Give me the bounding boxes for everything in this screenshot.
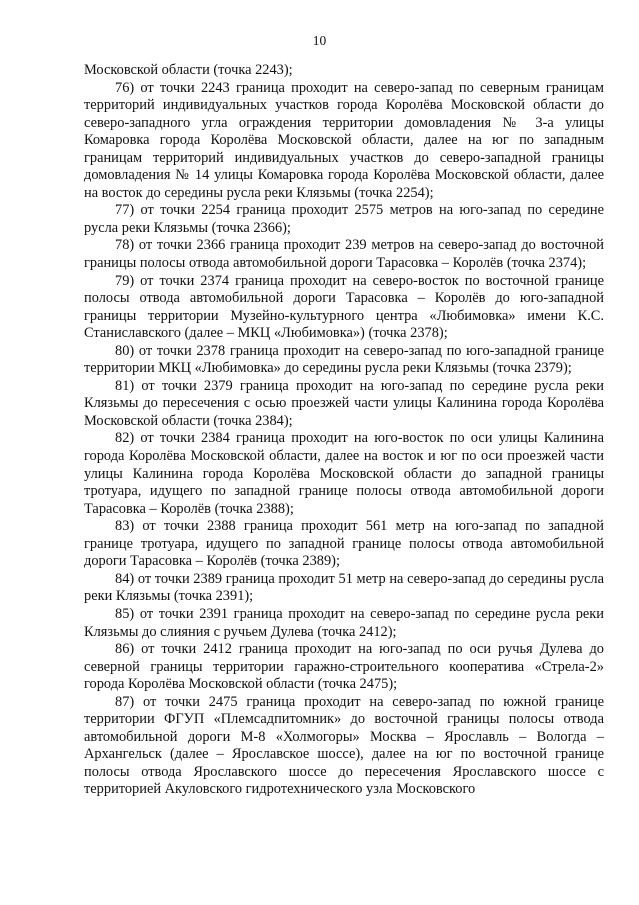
paragraph-continuation: Московской области (точка 2243); [84, 62, 293, 78]
paragraph-item-76: 76) от точки 2243 граница проходит на северо-запад по северным границам территорий индивидуальных участков города Королёва Московской области до северо-западного угла ограждения территории домовладения № 3-а улицы Комаровка города Королёва Московской области, далее на юг по западным границам территорий индивидуальных участков до северо-западной границы домовладения № 14 улицы Комаровка города Королёва Московской области, далее на восток до середины русла реки Клязьмы (точка 2254); [84, 79, 604, 201]
paragraph-item-78: 78) от точки 2366 граница проходит 239 метров на северо-запад до восточной границы полосы отвода автомобильной дороги Тарасовка – Королёв (точка 2374); [84, 237, 604, 272]
paragraph-item-82: 82) от точки 2384 граница проходит на юго-восток по оси улицы Калинина города Королёва Московской области, далее на восток и юг по оси проезжей части улицы Калинина города Королёва Московской области до западной границы тротуара, идущего по западной границе полосы отвода автомобильной дороги Тарасовка – Королёв (точка 2388); [84, 430, 604, 517]
page-number: 10 [312, 33, 327, 48]
paragraph-item-85: 85) от точки 2391 граница проходит на северо-запад по середине русла реки Клязьмы до слияния с ручьем Дулева (точка 2412); [84, 605, 604, 640]
document-body [84, 62, 604, 799]
paragraph-item-81: 81) от точки 2379 граница проходит на юго-запад по середине русла реки Клязьмы до пересечения с осью проезжей части улицы Калинина города Королёва Московской области (точка 2384); [84, 377, 604, 429]
paragraph-item-79: 79) от точки 2374 граница проходит на северо-восток по восточной границе полосы отвода автомобильной дороги Тарасовка – Королёв до юго-западной границы территории Музейно-культурного центра «Любимовка» имени К.С. Станиславского (далее – МКЦ «Любимовка») (точка 2378); [84, 272, 604, 342]
paragraph-item-84: 84) от точки 2389 граница проходит 51 метр на северо-запад до середины русла реки Клязьмы (точка 2391); [84, 570, 604, 605]
paragraph-item-77: 77) от точки 2254 граница проходит 2575 метров на юго-запад по середине русла реки Клязьмы (точка 2366); [84, 202, 604, 236]
paragraph-item-80: 80) от точки 2378 граница проходит на северо-запад по юго-западной границе территории МКЦ «Любимовка» до середины русла реки Клязьмы (точка 2379); [84, 342, 604, 377]
paragraph-item-87: 87) от точки 2475 граница проходит на северо-запад по южной границе территории ФГУП «Племсадпитомник» до восточной границы полосы отвода автомобильной дороги М-8 «Холмогоры» Москва – Ярославль – Вологда – Архангельск (далее – Ярославское шоссе), далее на юг по восточной границе полосы отвода Ярославского шоссе до пересечения Ярославского шоссе с территорией Акуловского гидротехнического узла Московского [84, 693, 604, 798]
paragraph-item-86: 86) от точки 2412 граница проходит на юго-запад по оси ручья Дулева до северной границы территории гаражно-строительного кооператива «Стрела-2» города Королёва Московской области (точка 2475); [84, 641, 604, 693]
paragraph-item-83: 83) от точки 2388 граница проходит 561 метр на юго-запад по западной границе тротуара, идущего по западной границе полосы отвода автомобильной дороги Тарасовка – Королёв (точка 2389); [84, 518, 604, 570]
